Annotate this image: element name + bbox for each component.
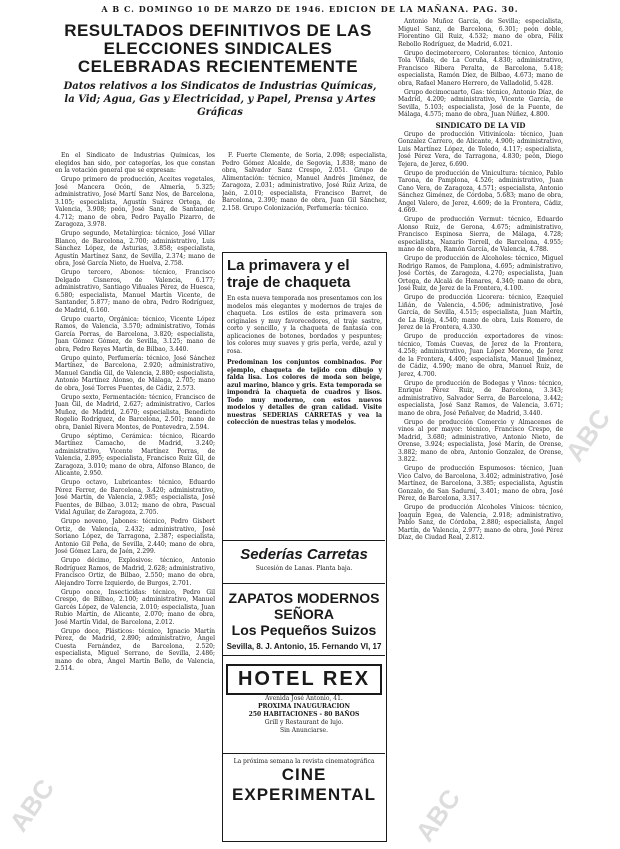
ad-spring-bold: Predominan los conjuntos combinados. Por ejemplo, chaqueta de tejido con dibujo y falda lisa. Los colores de moda son beige, azul marino, blanco y gris. Esta temporada se impondrá la chaqueta de cuadros y lisos. Todo muy moderno, con estos nuevos modelos y detalles de gran calidad. Visite nuestras SEDERIAS CARRETAS y vea la colección de nuestras telas y modelos. xyxy=(227,359,382,426)
ad-sederias xyxy=(223,540,385,572)
paragraph: Grupo de producción Licorera: técnico, Ezequiel Liñán, de Valencia, 4.506; administrativo, José García, de Sevilla, 4.515; especialista, Juan Martín, de La Rioja, 4.540; mano de obra, Luis Romero, de Jerez de la Frontera, 4.330. xyxy=(398,294,563,331)
ad-zapatos xyxy=(223,583,385,651)
ad-spring-body: En esta nueva temporada nos presentamos con los modelos más elegantes y modernos de trajes de chaqueta. Los estilos de esta primavera son originales y muy favorecedores, el traje sastre, corto y sencillo, y la chaqueta de fantasía con aplicaciones de botones, bordados y pespuntes; los colores muy suaves y gris perla, verde, azul y rosa. xyxy=(227,295,382,355)
paragraph: Grupo de producción Vitivinícola: técnico, Juan Gonzalez Carrero, de Alicante, 4.900; administrativo, Luis Martínez López, de Toledo, 4.117; especialista, José Pérez Vera, de Tarragona, 4.830; peón, Diego Tejera, de Jerez, 6.690. xyxy=(398,130,563,168)
paragraph: Grupo décimo, Explosivos: técnico, Antonio Rodríguez Ramos, de Madrid, 2.628; administrativo, Francisco Ortiz, de Bilbao, 2.550; mano de obra, Alejandro Torre Izquierdo, de Burgos, 2.701. xyxy=(55,557,215,587)
ad-hotel-line: Avenida José Antonio, 41. xyxy=(265,695,343,702)
ad-hotel-line: PROXIMA INAUGURACION xyxy=(258,703,350,710)
paragraph: Grupo primero de producción, Aceites vegetales, José Mancera Ocón, de Almería, 5.325; administrativo, José Martí Sanz Nos, de Barcelona, 3.105; especialista, Agustín Suárez Ortega, de Valencia, 3.908; peón, José Sanz, de Santander, 4.712; mano de obra, Pedro Payallo Pizarro, de Zaragoza, 3.978. xyxy=(55,176,215,228)
ad-zapatos-line2: SEÑORA xyxy=(274,606,334,622)
ad-hotel xyxy=(223,655,385,735)
paragraph: Grupo decimotercero, Colorantes: técnico, Antonio Tola Viñals, de La Coruña, 4.830; administrativo, Francisco Ribera Peralta, de Barcelona, 5.418; especialista, Ramón Díez, de Bilbao, 4.673; mano de obra, Rafael Manero Herrero, de Valladolid, 5.428. xyxy=(398,49,563,87)
ad-hotel-line: Grill y Restaurant de lujo. xyxy=(264,719,344,726)
paragraph: Grupo octavo, Lubricantes: técnico, Eduardo Pérez Ferrer, de Barcelona, 3.420; administrativo, José Martín, de Valencia, 2.985; especialista, José Fuentes, de Bilbao, 3.012; mano de obra, Pascual Vidal Aguilar, de Zaragoza, 2.705. xyxy=(55,479,215,516)
ad-cine-sub: La próxima semana la revista cinematográfica xyxy=(233,758,375,765)
advertisement-box xyxy=(222,252,387,842)
paragraph: Grupo séptimo, Cerámica: técnico, Ricardo Martínez Camacho, de Madrid, 3.240; administrativo, Vicente Martínez Porras, de Valencia, 2.895; especialista, Francisco Ruiz Gil, de Zaragoza, 3.010; mano de obra, Alfonso Blanco, de Alicante, 2.950. xyxy=(55,432,215,477)
ad-hotel-line: 250 HABITACIONES - 80 BAÑOS xyxy=(248,711,360,718)
paragraph: Grupo tercero, Abonos: técnico, Francisco Delgado Cisneros, de Valencia, 6.177; administrativo, Santiago Viñuales Pérez, de Huesca, 6.580; especialista, Manuel Martín Vicente, de Santander, 5.877; mano de obra, Pedro Rodríguez, de Madrid, 6.160. xyxy=(55,269,215,314)
watermark-stamp: ABC xyxy=(409,783,467,847)
left-column xyxy=(55,152,215,842)
paragraph: Grupo quinto, Perfumería: técnico, José Sánchez Martínez, de Barcelona, 2.920; administrativo, Manuel Gandía Gil, de Valencia, 2.880; especialista, Antonio Martínez Alonso, de Málaga, 2.705; mano de obra, José Torres Fuentes, de Cádiz, 2.573. xyxy=(55,354,215,392)
paragraph: Grupo de producción de Bodegas y Vinos: técnico, Enrique Pérez Ruiz, de Barcelona, 3.343; administrativo, Salvador Serra, de Barcelona, 3.442; especialista, José Sanz Ramos, de Valencia, 3.671; mano de obra, José Peñalver, de Madrid, 3.440. xyxy=(398,379,563,417)
paragraph: Grupo cuarto, Orgánica: técnico, Vicente López Ramos, de Valencia, 3.570; administrativo, Tomás García Porras, de Barcelona, 3.820; especialista, Juan Gómez Gómez, de Sevilla, 3.125; mano de obra, Pedro Reyes Martín, de Bilbao, 3.440. xyxy=(55,315,215,353)
ad-hotel-line: Sin Anunciarse. xyxy=(280,727,328,734)
ad-zapatos-line3: Los Pequeños Suizos xyxy=(231,622,377,638)
middle-column-text xyxy=(222,152,387,247)
ad-hotel-name: HOTEL REX xyxy=(226,664,382,695)
paragraph: Grupo once, Insecticidas: técnico, Pedro Gil Crespo, de Bilbao, 2.100; administrativo, Manuel Garcés López, de Valencia, 2.010; especialista, Juan Rubio Martín, de Alicante, 2.070; mano de obra, José Martín Vidal, de Barcelona, 2.012. xyxy=(55,588,215,626)
paragraph: Grupo doce, Plásticos: técnico, Ignacio Martín Pérez, de Madrid, 2.890; administrativo, Ángel Cuesta Fernández, de Barcelona, 2.520; especialista, Miguel Serrano, de Sevilla, 2.486; mano de obra, Ángel Martín Bello, de Valencia, 2.514. xyxy=(55,627,215,672)
paragraph: Grupo decimocuarto, Gas: técnico, Antonio Díaz, de Madrid, 4.200; administrativo, Vicente García, de Sevilla, 5.103; especialista, José de la Fuente, de Málaga, 4.575; mano de obra, Juan Núñez, 4.800. xyxy=(398,88,563,118)
ad-spring-title: La primavera y el traje de chaqueta xyxy=(227,257,351,291)
ad-cine xyxy=(223,753,385,805)
right-column xyxy=(398,18,563,843)
paragraph: Grupo de producción Comercio y Almacenes de vinos al por mayor: técnico, Francisco Crespo, de Madrid, 3.680; administrativo, Antonio Nieto, de Orense, 3.924; especialista, José Marín, de Orense, 3.882; mano de obra, Antonio Gonzalez, de Orense, 3.822. xyxy=(398,418,563,463)
ad-sederias-sub: Sucesión de Lanas. Planta baja. xyxy=(255,565,353,572)
paragraph: Grupo de producción exportadores de vinos: técnico, Tomás Cuevas, de Jerez de la Frontera, 4.258; administrativo, Juan López Moreno, de Jerez de la Frontera, 4.400; especialista, Manuel Jiménez, de Cádiz, 4.590; mano de obra, Manuel Ruiz, de Jerez, 4.700. xyxy=(398,333,563,378)
section-title: SINDICATO DE LA VID xyxy=(435,120,526,130)
paragraph: Grupo de producción de Vinicultura: técnico, Pablo Tarona, de Pamplona, 4.526; administrativo, Juan Cano Vera, de Zaragoza, 4.571; especialista, Antonio Sánchez Giménez, de Córdoba, 5.683; mano de obra, Ángel Valero, de Jerez, 4.609; de la Frontera, Cádiz, 4.669. xyxy=(398,169,563,214)
watermark-stamp: ABC xyxy=(3,773,61,837)
page-header: A B C. DOMINGO 10 DE MARZO DE 1946. EDICION DE LA MAÑANA. PAG. 30. xyxy=(101,4,519,14)
paragraph: Grupo sexto, Fermentación: técnico, Francisco de Juan Gil, de Madrid, 2.627; administrativo, Carlos Muñoz, de Madrid, 2.670; especialista, Benedicto Rogelio Rodríguez, de Barcelona, 2.501; mano de obra, Daniel Rivera Montes, de Pontevedra, 2.594. xyxy=(55,393,215,431)
paragraph: Grupo de producción de Alcoholes: técnico, Miguel Rodrigo Ramos, de Pamplona, 4.695; administrativo, José Cortés, de Zaragoza, 4.270; especialista, Juan Ortega, de Alcalá de Henares, 4.340; mano de obra, José Ruiz, de Jerez de la Frontera, 4.100. xyxy=(398,255,563,292)
paragraph: Grupo de producción Alcoholes Vínicos: técnico, Joaquín Egea, de Valencia, 2.918; administrativo, Pablo Sanz, de Córdoba, 2.880; especialista, Ángel Martín, de Valencia, 2.977; mano de obra, José Pérez Díaz, de Ciudad Real, 2.812. xyxy=(398,504,563,541)
watermark-stamp: ABC xyxy=(559,403,617,467)
paragraph: Grupo de producción Vermut: técnico, Eduardo Alonso Ruiz, de Gerona, 4.675; administrativo, Francisco Espinosa Sierra, de Málaga, 4.728; especialista, Nazario Torrell, de Barcelona, 4.955; mano de obra, Ramón García, de Valencia, 4.788. xyxy=(398,216,563,253)
ad-zapatos-address: Sevilla, 8. J. Antonio, 15. Fernando VI, 17 xyxy=(226,642,382,651)
ad-zapatos-line1: ZAPATOS MODERNOS xyxy=(228,590,380,606)
paragraph: Grupo segundo, Metalúrgica: técnico, José Villar Blanco, de Barcelona, 2.700; administrativo, Luis Sánchez López, de Asturias, 3.858; especialista, Agustín Martínez Sanz, de Sevilla, 2.374; mano de obra, José García Nieto, de Huelva, 2.758. xyxy=(55,230,215,267)
paragraph: En el Sindicato de Industrias Químicas, los elegidos han sido, por categorías, los que constan en la votación general que se expresan: xyxy=(55,152,215,174)
ad-sederias-name: Sederías Carretas xyxy=(240,546,368,563)
ad-spring xyxy=(227,257,382,427)
paragraph: Grupo noveno, Jabones: técnico, Pedro Gisbert Ortiz, de Valencia, 2.432; administrativo, José Soriano López, de Tarragona, 2.387; especialista, Antonio Gil Peña, de Sevilla, 2.440; mano de obra, José Gómez Lara, de Jaén, 2.299. xyxy=(55,518,215,555)
paragraph: Grupo de producción Espumosos: técnico, Juan Vico Calvo, de Barcelona, 3.402; administrativo, José Martínez, de Barcelona, 3.385; especialista, Agustín Gonzalo, de San Sadurní, 3.401; mano de obra, José Pérez, de Barcelona, 3.317. xyxy=(398,465,563,502)
headline: RESULTADOS DEFINITIVOS DE LAS ELECCIONES SINDICALES CELEBRADAS RECIENTEMENTE xyxy=(64,21,372,76)
paragraph: Antonio Muñoz García, de Sevilla; especialista, Miguel Sanz, de Barcelona, 6.301; peón doble, Florentino Gil Ruiz, 4.532; mano de obra, Félix Rebollo Rodríguez, de Madrid, 6.021. xyxy=(398,18,563,48)
paragraph: F. Fuerte Clemente, de Soria, 2.098; especialista, Pedro Gómez Alcalde, de Segovia, 1.838; mano de obra, Salvador Sanz Crespo, 2.051. Grupo de Alimentación: técnico, Manuel Andrés Jiménez, de Zaragoza, 2.031; administrativo, José Ruiz Ariza, de Jaén, 2.010; especialista, Francisco Barret, de Barcelona, 2.390; mano de obra, Juan Gil Sánchez, 2.158. Grupo Colonización, Perfumería: técnico. xyxy=(222,152,387,212)
ad-cine-name: CINE EXPERIMENTAL xyxy=(232,765,376,804)
subheadline: Datos relativos a los Sindicatos de Industrias Químicas, la Vid; Agua, Gas y Electricidad, y Papel, Prensa y Artes Gráficas xyxy=(63,81,377,118)
